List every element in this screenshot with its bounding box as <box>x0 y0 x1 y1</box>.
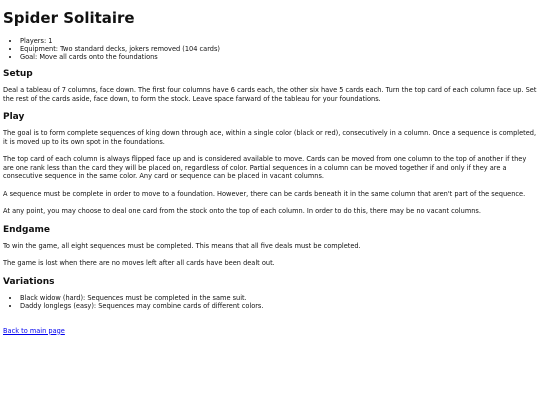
endgame-paragraph: To win the game, all eight sequences must be completed. This means that all five deals must be completed. <box>3 241 361 250</box>
variations-list <box>3 294 537 310</box>
endgame-heading: Endgame <box>3 224 50 235</box>
setup-paragraph: Deal a tableau of 7 columns, face down. The first four columns have 6 cards each, the other six have 5 cards each. Turn the top card of each column face up. Set the rest of the cards aside, face down, to form the stock. Leave space farward of the tableau for your foundations. <box>3 86 537 103</box>
back-to-main-link[interactable]: Back to main page <box>3 326 65 335</box>
play-heading: Play <box>3 112 25 122</box>
play-paragraph: At any point, you may choose to deal one card from the stock onto the top of each column. In order to do this, there may be no vacant columns. <box>3 207 481 215</box>
play-paragraph: The goal is to form complete sequences of king down through ace, within a single color (black or red), consecutively in a column. Once a sequence is completed, it is moved up to its own spot in the foundations. <box>3 129 537 146</box>
play-paragraph: The top card of each column is always flipped face up and is considered available to move. Cards can be moved from one column to the top of another if they are one rank less than the card they will be placed on, regardless of color. Partial sequences in a column can be moved together if and only if they are a consecutive sequence in the same color. Any card or sequence can be placed in vacant columns. <box>3 155 527 180</box>
summary-list <box>3 37 537 61</box>
setup-heading: Setup <box>3 69 33 79</box>
endgame-paragraph: The game is lost when there are no moves left after all cards have been dealt out. <box>3 259 275 267</box>
list-item: • Equipment: Two standard decks, jokers removed (104 cards) <box>20 45 537 53</box>
play-paragraph: A sequence must be complete in order to move to a foundation. However, there can be cards beneath it in the same column that aren't part of the sequence. <box>3 189 526 198</box>
list-item: • Black widow (hard): Sequences must be completed in the same suit. <box>20 294 537 302</box>
variations-heading: Variations <box>3 276 55 287</box>
list-item: • Goal: Move all cards onto the foundations <box>20 53 537 61</box>
page-title: Spider Solitaire <box>3 9 135 27</box>
list-item: • Daddy longlegs (easy): Sequences may combine cards of different colors. <box>20 302 537 310</box>
list-item: • Players: 1 <box>20 37 537 45</box>
